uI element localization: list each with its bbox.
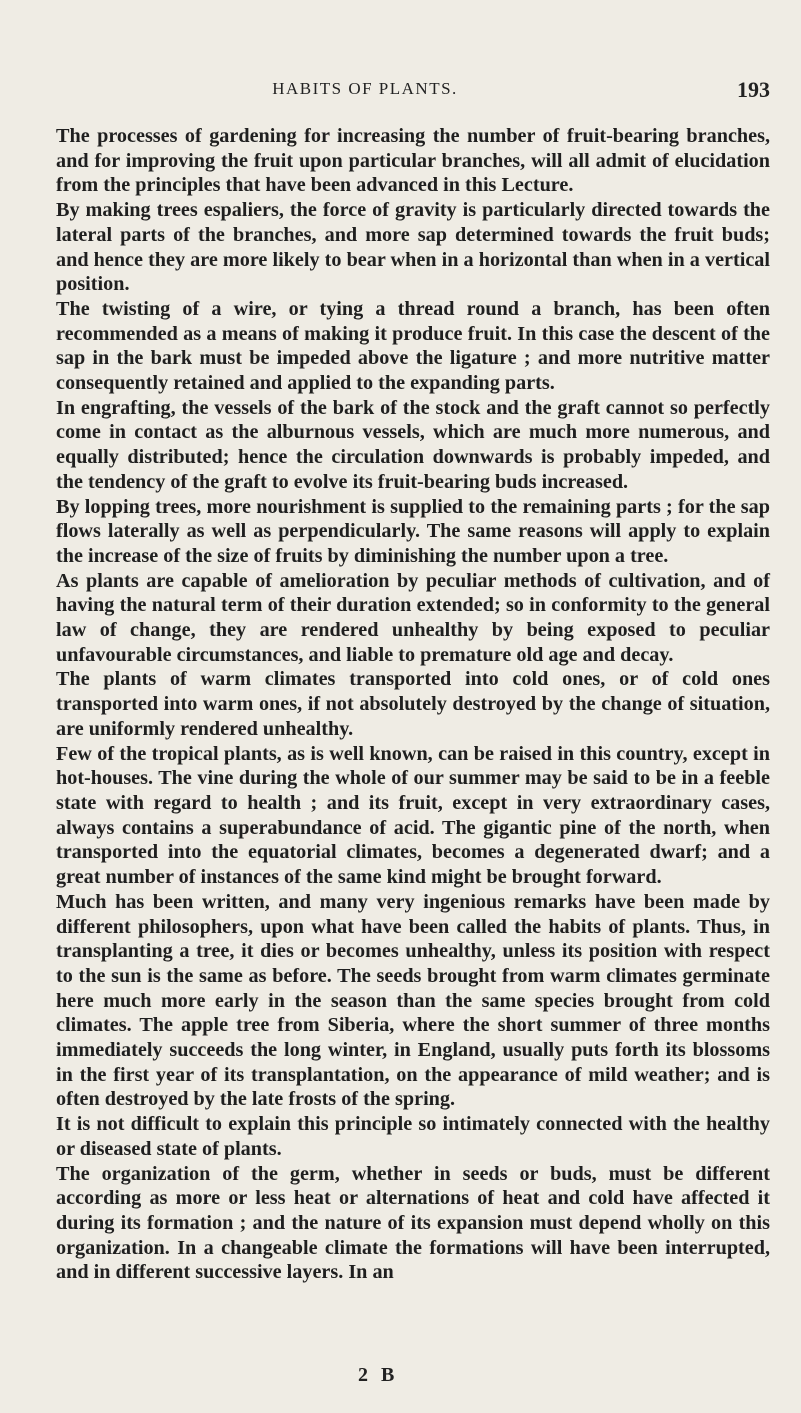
- paragraph: Much has been written, and many very ingenious remarks have been made by different philosophers, upon what have been called the habits of plants. Thus, in transplanting a tree, it dies or becomes unhealthy, unless its position with respect to the sun is the same as before. The seeds brought from warm climates germinate here much more early in the season than the same species brought from cold climates. The apple tree from Siberia, where the short summer of three months immediately succeeds the long winter, in England, usually puts forth its blossoms in the first year of its transplantation, on the appearance of mild weather; and is often destroyed by the late frosts of the spring.: [56, 890, 770, 1111]
- paragraph: By lopping trees, more nourishment is supplied to the remaining parts ; for the sap flows laterally as well as perpendicularly. The same reasons will apply to explain the increase of the size of fruits by diminishing the number upon a tree.: [56, 495, 770, 567]
- paragraph: The processes of gardening for increasing the number of fruit-bearing branches, and for improving the fruit upon particular branches, will all admit of elucidation from the principles that have been advanced in this Lecture.: [56, 125, 770, 197]
- paragraph: In engrafting, the vessels of the bark of the stock and the graft cannot so perfectly come in contact as the alburnous vessels, which are much more numerous, and equally distributed; hence the circulation downwards is probably impeded, and the tendency of the graft to evolve its fruit-bearing buds increased.: [56, 396, 770, 493]
- paragraph: Few of the tropical plants, as is well known, can be raised in this country, except in hot-houses. The vine during the whole of our summer may be said to be in a feeble state with regard to health ; and its fruit, except in very extraordinary cases, always contains a superabundance of acid. The gigantic pine of the north, when transported into the equatorial climates, becomes a degenerated dwarf; and a great number of instances of the same kind might be brought forward.: [56, 742, 770, 889]
- signature-mark: 2 B: [358, 1364, 399, 1386]
- paragraph: The organization of the germ, whether in seeds or buds, must be different according as more or less heat or alternations of heat and cold have affected it during its formation ; and the nature of its expansion must depend wholly on this organization. In a changeable climate the formations will have been interrupted, and in different successive layers. In an: [56, 1162, 770, 1284]
- paragraph: As plants are capable of amelioration by peculiar methods of cultivation, and of having the natural term of their duration extended; so in conformity to the general law of change, they are rendered unhealthy by being exposed to peculiar unfavourable circumstances, and liable to premature old age and decay.: [56, 569, 770, 666]
- page-number: 193: [737, 77, 770, 102]
- paragraph: The plants of warm climates transported into cold ones, or of cold ones transported into warm ones, if not absolutely destroyed by the change of situation, are uniformly rendered unhealthy.: [56, 668, 770, 740]
- paragraph: The twisting of a wire, or tying a thread round a branch, has been often recommended as a means of making it produce fruit. In this case the descent of the sap in the bark must be impeded above the ligature ; and more nutritive matter consequently retained and applied to the expanding parts.: [56, 297, 770, 395]
- running-head: [0, 77, 801, 103]
- paragraph: By making trees espaliers, the force of gravity is particularly directed towards the lateral parts of the branches, and more sap determined towards the fruit buds; and hence they are more likely to bear when in a horizontal than when in a vertical position.: [56, 199, 770, 296]
- body-text: [56, 124, 770, 1285]
- paragraph: It is not difficult to explain this principle so intimately connected with the healthy or diseased state of plants.: [56, 1113, 770, 1160]
- running-head-title: HABITS OF PLANTS.: [272, 79, 458, 98]
